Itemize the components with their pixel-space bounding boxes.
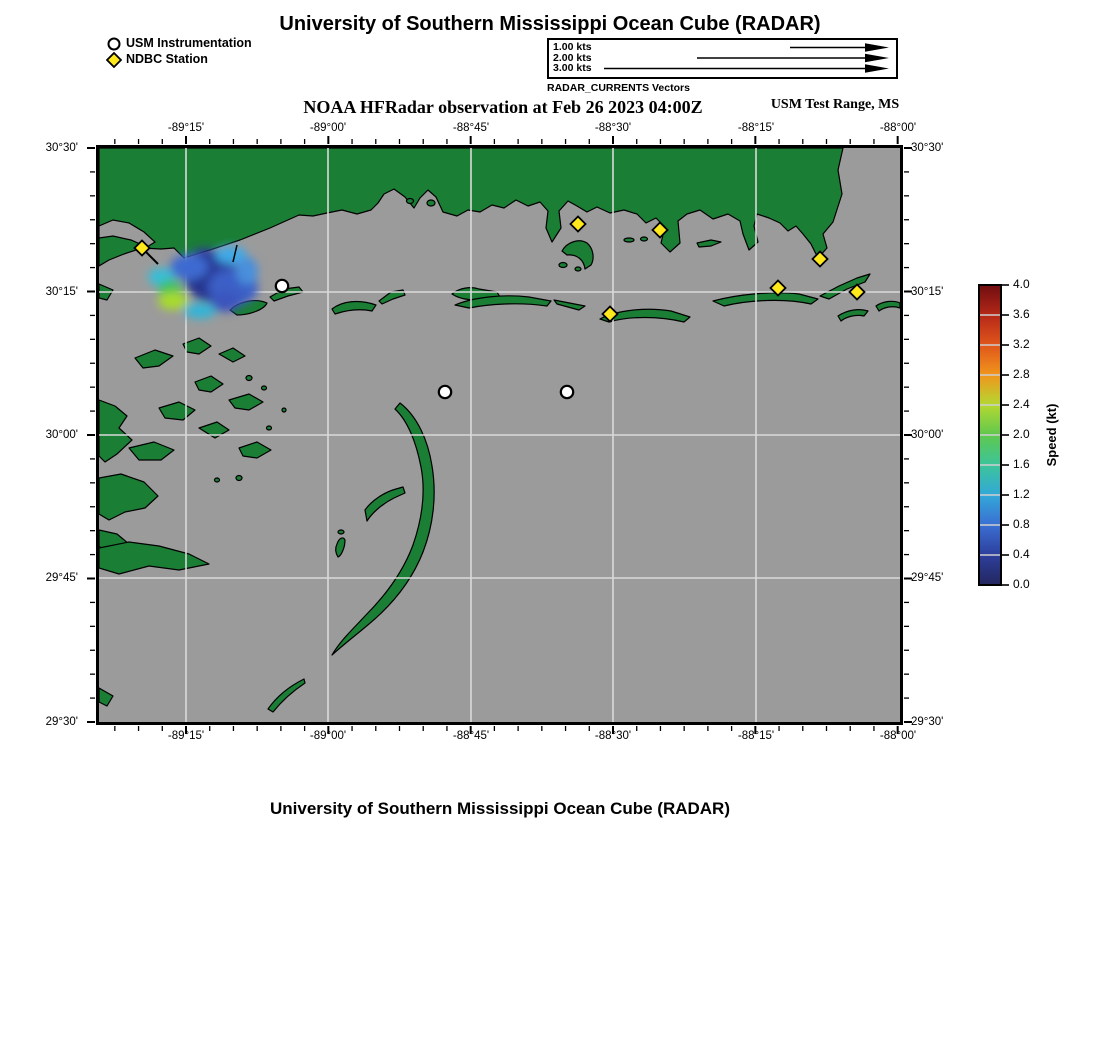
colorbar-tick-label: 2.8 xyxy=(1013,367,1030,381)
marsh-speck xyxy=(262,386,267,390)
lon-tick-label-top: -89°15' xyxy=(167,122,205,134)
marsh-speck xyxy=(267,426,272,430)
lat-tick-label-right: 29°30' xyxy=(911,716,944,728)
colorbar-tick-label: 3.6 xyxy=(1013,307,1030,321)
arrowhead-icon xyxy=(865,54,889,63)
lon-tick-label-bottom: -88°45' xyxy=(452,730,490,742)
colorbar-tick-label: 2.4 xyxy=(1013,397,1030,411)
vector-scale-caption: RADAR_CURRENTS Vectors xyxy=(547,82,690,94)
colorbar-tick-label: 0.8 xyxy=(1013,517,1030,531)
lon-tick-label-top: -88°00' xyxy=(879,122,917,134)
lon-tick-label-bottom: -88°30' xyxy=(594,730,632,742)
radar-speed-blob xyxy=(211,292,241,312)
usm-instrument-marker xyxy=(439,386,451,398)
map-canvas xyxy=(99,148,900,722)
vector-scale-1kt-label: 1.00 kts xyxy=(553,41,592,53)
vector-scale-3kt-label: 3.00 kts xyxy=(553,62,592,74)
observation-subtitle: NOAA HFRadar observation at Feb 26 2023 04:00Z xyxy=(303,97,703,117)
ndbc-station-icon xyxy=(106,52,122,68)
lat-tick-label-left: 30°15' xyxy=(45,286,78,298)
marsh-speck xyxy=(282,408,286,412)
lat-tick-label-left: 30°30' xyxy=(45,142,78,154)
radar-speed-blob xyxy=(184,303,216,319)
legend-label-ndbc: NDBC Station xyxy=(126,52,208,66)
lon-tick-label-top: -88°15' xyxy=(737,122,775,134)
islet xyxy=(641,237,648,241)
lat-tick-label-right: 30°30' xyxy=(911,142,944,154)
vector-scale-box xyxy=(547,38,898,79)
colorbar-tick-label: 0.0 xyxy=(1013,577,1030,591)
legend-label-usm: USM Instrumentation xyxy=(126,36,252,50)
lon-tick-label-top: -88°30' xyxy=(594,122,632,134)
lon-tick-label-bottom: -89°15' xyxy=(167,730,205,742)
colorbar-axis-label: Speed (kt) xyxy=(1044,403,1059,467)
lon-tick-label-bottom: -89°00' xyxy=(309,730,347,742)
arrowhead-icon xyxy=(865,64,889,73)
footer-title: University of Southern Mississippi Ocean Cube (RADAR) xyxy=(269,799,730,818)
colorbar-tick-label: 4.0 xyxy=(1013,277,1030,291)
vector-scale-2kt-label: 2.00 kts xyxy=(553,51,592,64)
colorbar-tick-label: 3.2 xyxy=(1013,337,1030,351)
colorbar xyxy=(979,285,1001,585)
radar-speed-blob xyxy=(158,292,188,310)
radar-speed-blob xyxy=(236,257,258,285)
lon-tick-label-top: -88°45' xyxy=(452,122,490,134)
bay-islet xyxy=(407,199,414,204)
lon-tick-label-bottom: -88°00' xyxy=(879,730,917,742)
usm-instrumentation-icon xyxy=(106,36,122,52)
colorbar-tick-label: 2.0 xyxy=(1013,427,1030,441)
islet xyxy=(624,238,634,242)
lat-tick-label-right: 29°45' xyxy=(911,572,944,584)
islet xyxy=(338,530,344,534)
marsh-speck xyxy=(215,478,220,482)
lat-tick-label-left: 29°45' xyxy=(45,572,78,584)
islet xyxy=(559,263,567,268)
lat-tick-label-left: 30°00' xyxy=(45,429,78,441)
radar-speed-blob xyxy=(170,254,208,280)
lat-tick-label-right: 30°00' xyxy=(911,429,944,441)
marsh-speck xyxy=(236,476,242,481)
usm-instrument-marker xyxy=(276,280,288,292)
lon-tick-label-top: -89°00' xyxy=(309,122,347,134)
colorbar-tick-label: 0.4 xyxy=(1013,547,1030,561)
usm-instrument-marker xyxy=(561,386,573,398)
islet xyxy=(575,267,581,271)
lat-tick-label-right: 30°15' xyxy=(911,286,944,298)
arrowhead-icon xyxy=(865,43,889,52)
lat-tick-label-left: 29°30' xyxy=(45,716,78,728)
page-title: University of Southern Mississippi Ocean Cube (RADAR) xyxy=(279,13,821,35)
region-label: USM Test Range, MS xyxy=(770,97,900,112)
bay-islet xyxy=(427,200,435,206)
marsh-speck xyxy=(246,376,252,381)
colorbar-tick-label: 1.2 xyxy=(1013,487,1030,501)
colorbar-tick-label: 1.6 xyxy=(1013,457,1030,471)
lon-tick-label-bottom: -88°15' xyxy=(737,730,775,742)
vector-scale-arrows xyxy=(549,40,893,77)
